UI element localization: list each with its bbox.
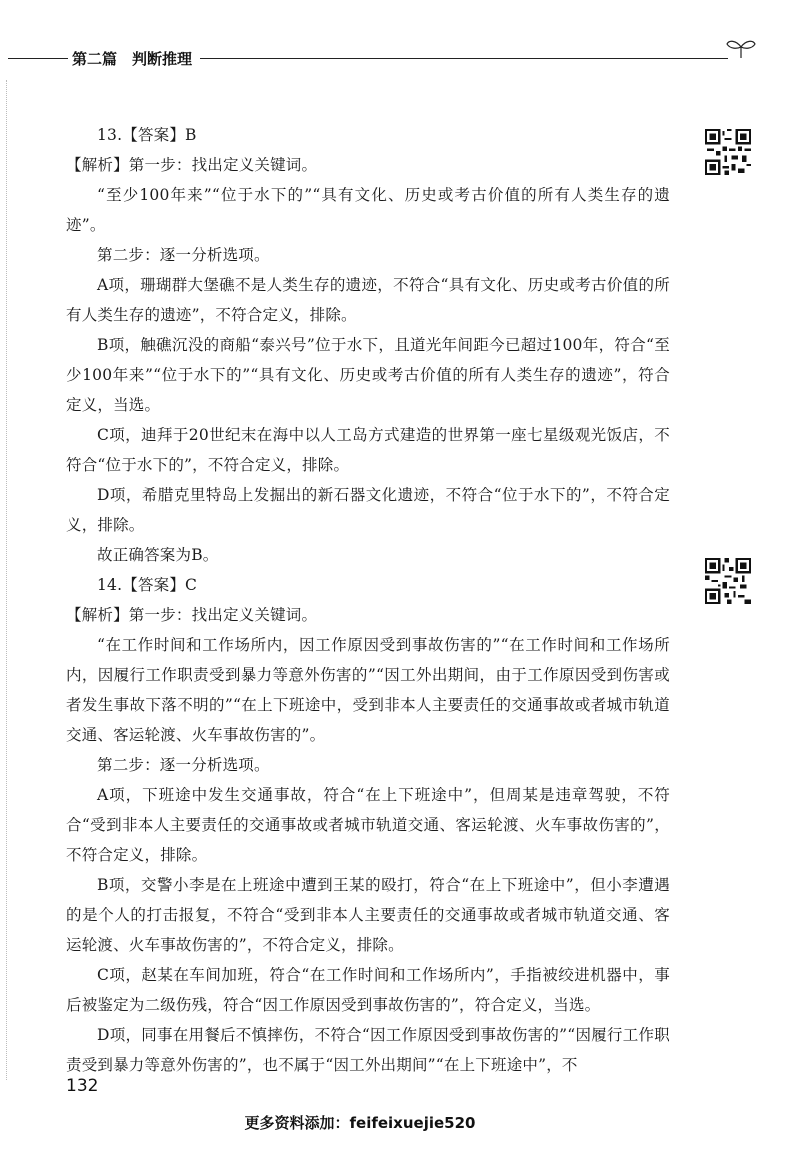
q13-keywords: “至少100年来”“位于水下的”“具有文化、历史或考古价值的所有人类生存的遗迹”。	[66, 186, 670, 234]
binding-margin	[6, 80, 9, 1080]
q13-option-d: D项，希腊克里特岛上发掘出的新石器文化遗迹，不符合“位于水下的”，不符合定义，排除。	[66, 486, 670, 534]
q14-option-a: A项，下班途中发生交通事故，符合“在上下班途中”，但周某是违章驾驶，不符合“受到非本人主要责任的交通事故或者城市轨道交通、客运轮渡、火车事故伤害的”，不符合定义，排除。	[66, 786, 670, 864]
page-number: 132	[66, 1076, 99, 1096]
q14-answer: 14.【答案】C	[97, 576, 198, 594]
answer-explanations	[66, 120, 670, 1080]
q13-conclusion: 故正确答案为B。	[97, 546, 219, 564]
q13-option-b: B项，触礁沉没的商船“泰兴号”位于水下，且道光年间距今已超过100年，符合“至少100年来”“位于水下的”“具有文化、历史或考古价值的所有人类生存的遗迹”，符合定义，当选。	[66, 336, 670, 414]
qr-code-icon	[705, 558, 751, 604]
q14-keywords: “在工作时间和工作场所内，因工作原因受到事故伤害的”“在工作时间和工作场所内，因履行工作职责受到暴力等意外伤害的”“因工外出期间，由于工作原因受到伤害或者发生事故下落不明的”“在上下班途中，受到非本人主要责任的交通事故或者城市轨道交通、客运轮渡、火车事故伤害的”。	[66, 636, 670, 744]
running-header	[0, 44, 800, 74]
qr-code-icon	[705, 129, 751, 175]
q14-option-b: B项，交警小李是在上班途中遭到王某的殴打，符合“在上下班途中”，但小李遭遇的是个人的打击报复，不符合“受到非本人主要责任的交通事故或者城市轨道交通、客运轮渡、火车事故伤害的”，不符合定义，排除。	[66, 876, 670, 954]
q13-analysis: 【解析】第一步：找出定义关键词。	[66, 156, 318, 174]
footer-note: 更多资料添加：feifeixuejie520	[244, 1114, 476, 1132]
q13-option-c: C项，迪拜于20世纪末在海中以人工岛方式建造的世界第一座七星级观光饭店，不符合“位于水下的”，不符合定义，排除。	[66, 426, 670, 474]
q14-analysis: 【解析】第一步：找出定义关键词。	[66, 606, 318, 624]
sprout-icon	[724, 36, 758, 60]
q14-step2: 第二步：逐一分析选项。	[97, 756, 270, 774]
q14-option-c: C项，赵某在车间加班，符合“在工作时间和工作场所内”，手指被绞进机器中，事后被鉴定为二级伤残，符合“因工作原因受到事故伤害的”，符合定义，当选。	[66, 966, 670, 1014]
q13-step2: 第二步：逐一分析选项。	[97, 246, 270, 264]
header-rule-right	[200, 58, 728, 59]
q13-answer: 13.【答案】B	[97, 126, 197, 144]
q13-option-a: A项，珊瑚群大堡礁不是人类生存的遗迹，不符合“具有文化、历史或考古价值的所有人类生存的遗迹”，不符合定义，排除。	[66, 276, 670, 324]
q14-option-d: D项，同事在用餐后不慎摔伤，不符合“因工作原因受到事故伤害的”“因履行工作职责受到暴力等意外伤害的”，也不属于“因工外出期间”“在上下班途中”，不	[66, 1026, 670, 1074]
section-title: 第二篇 判断推理	[72, 50, 193, 68]
header-rule-left	[8, 58, 68, 59]
